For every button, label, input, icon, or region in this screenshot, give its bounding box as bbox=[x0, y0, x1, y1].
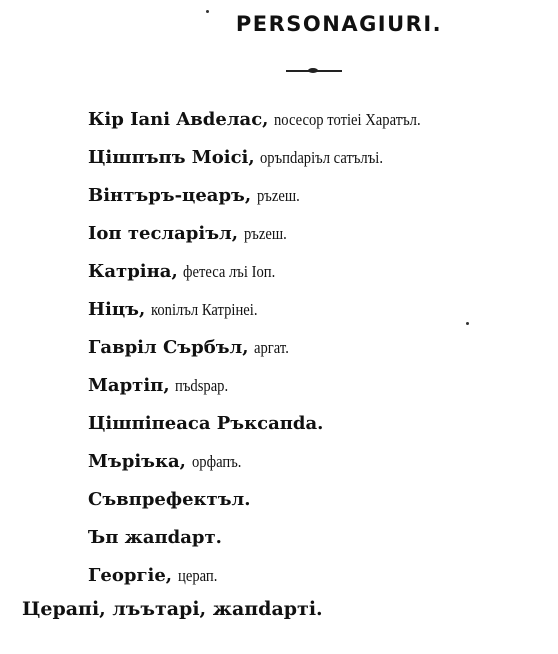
character-entry bbox=[88, 108, 445, 132]
character-description: nосесор тотіеі Харатъл. bbox=[274, 110, 421, 129]
page-title: PERSONAGIURI. bbox=[235, 12, 443, 36]
character-description: орфапъ. bbox=[191, 452, 242, 471]
character-description: ръzеш. bbox=[243, 224, 287, 243]
character-name: Катріна, bbox=[88, 261, 178, 282]
character-name: Гаврiл Сърбъл, bbox=[88, 337, 249, 358]
character-name: Іоп тесларіъл, bbox=[88, 223, 238, 244]
character-description: церап. bbox=[177, 566, 218, 585]
character-description: коnілъл Катрінеі. bbox=[150, 300, 258, 319]
character-entry bbox=[88, 336, 295, 360]
character-entry bbox=[88, 412, 329, 436]
character-description: аргат. bbox=[254, 338, 290, 357]
character-entry bbox=[88, 298, 275, 322]
character-name: Цішпіпеаса Ръксапdа. bbox=[88, 413, 324, 434]
character-name: Цішпъпъ Моісі, bbox=[88, 147, 255, 168]
character-entry bbox=[88, 222, 293, 246]
print-speck bbox=[466, 322, 469, 325]
character-name: Вінтъръ-цеаръ, bbox=[88, 185, 252, 206]
character-name: Ніцъ, bbox=[88, 299, 146, 320]
character-name: Георгіе, bbox=[88, 565, 173, 586]
print-speck bbox=[206, 10, 209, 13]
character-entry bbox=[88, 488, 256, 512]
character-description: оръпdаріъл сатълъі. bbox=[260, 148, 384, 167]
character-name: Кір Іаnі Aвdeлас, bbox=[88, 109, 269, 130]
character-name: Мъріъка, bbox=[88, 451, 186, 472]
character-entry bbox=[88, 146, 403, 170]
character-entry bbox=[88, 374, 237, 398]
title-rule bbox=[286, 70, 342, 72]
character-description: ръzеш. bbox=[256, 186, 300, 205]
character-description: пъdsрар. bbox=[175, 376, 229, 395]
character-entry bbox=[88, 450, 249, 474]
character-entry bbox=[88, 260, 291, 284]
character-entry bbox=[88, 564, 224, 588]
character-entry bbox=[88, 526, 228, 550]
character-name: Ъп жапdарт. bbox=[88, 527, 222, 548]
character-entry bbox=[88, 184, 307, 208]
character-name: Мартіп, bbox=[88, 375, 170, 396]
ensemble-line: Церапі, лъътарі, жапdарті. bbox=[22, 598, 323, 620]
character-name: Съвпрефектъл. bbox=[88, 489, 251, 510]
character-description: фетеса лъі Іоп. bbox=[183, 262, 276, 281]
